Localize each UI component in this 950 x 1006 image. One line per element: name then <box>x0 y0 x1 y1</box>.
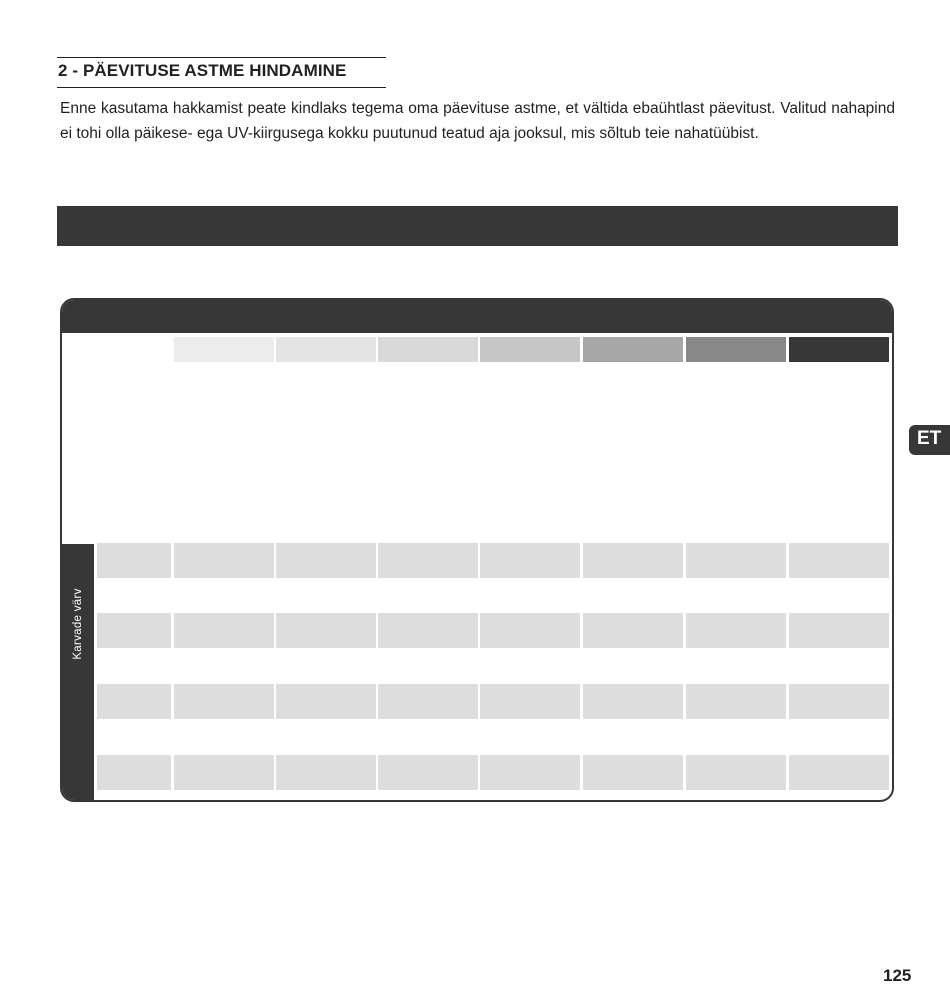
table-header-bar <box>62 300 892 333</box>
language-tab-label: ET <box>917 428 942 449</box>
table-cell <box>789 755 889 790</box>
table-cell <box>378 543 478 578</box>
table-cell <box>378 613 478 648</box>
skin-tone-swatch <box>789 337 889 362</box>
table-cell <box>686 543 786 578</box>
table-cell <box>686 684 786 719</box>
intro-paragraph: Enne kasutama hakkamist peate kindlaks tegema oma päevituse astme, et vältida ebaühtlast päevitust. Valitud nahapind ei tohi olla päikese- ega UV-kiirgusega kokku puutunud teatud aja jooksul, mis sõltub teie nahatüübist. <box>60 100 895 142</box>
table-cell <box>583 543 683 578</box>
table-cell <box>480 755 580 790</box>
skin-tone-swatch <box>686 337 786 362</box>
skin-type-table <box>60 298 894 802</box>
table-cell <box>480 543 580 578</box>
table-cell <box>480 613 580 648</box>
section-heading-rule <box>57 57 386 88</box>
table-cell <box>174 613 274 648</box>
table-cell <box>174 684 274 719</box>
table-cell <box>686 613 786 648</box>
dark-banner <box>57 206 898 246</box>
table-cell <box>686 755 786 790</box>
hair-color-row-header-cell <box>97 684 171 719</box>
table-cell <box>276 543 376 578</box>
skin-tone-swatch <box>480 337 580 362</box>
hair-color-label: Karvade värv <box>72 588 84 660</box>
page-number: 125 <box>883 966 912 985</box>
table-cell <box>583 684 683 719</box>
table-cell <box>276 684 376 719</box>
table-cell <box>174 543 274 578</box>
table-cell <box>583 613 683 648</box>
table-cell <box>174 755 274 790</box>
language-tab <box>909 425 950 455</box>
table-cell <box>480 684 580 719</box>
hair-color-row-header-cell <box>97 543 171 578</box>
skin-tone-swatch <box>276 337 376 362</box>
hair-color-row-header-cell <box>97 755 171 790</box>
skin-tone-swatch <box>174 337 274 362</box>
table-cell <box>789 684 889 719</box>
table-cell <box>378 684 478 719</box>
skin-tone-swatch <box>378 337 478 362</box>
hair-color-row-header-cell <box>97 613 171 648</box>
section-heading: 2 - PÄEVITUSE ASTME HINDAMINE <box>58 61 347 80</box>
table-cell <box>378 755 478 790</box>
table-cell <box>276 613 376 648</box>
table-cell <box>789 613 889 648</box>
table-cell <box>276 755 376 790</box>
hair-color-side-bar <box>62 544 94 800</box>
table-cell <box>789 543 889 578</box>
table-cell <box>583 755 683 790</box>
skin-tone-swatch <box>583 337 683 362</box>
